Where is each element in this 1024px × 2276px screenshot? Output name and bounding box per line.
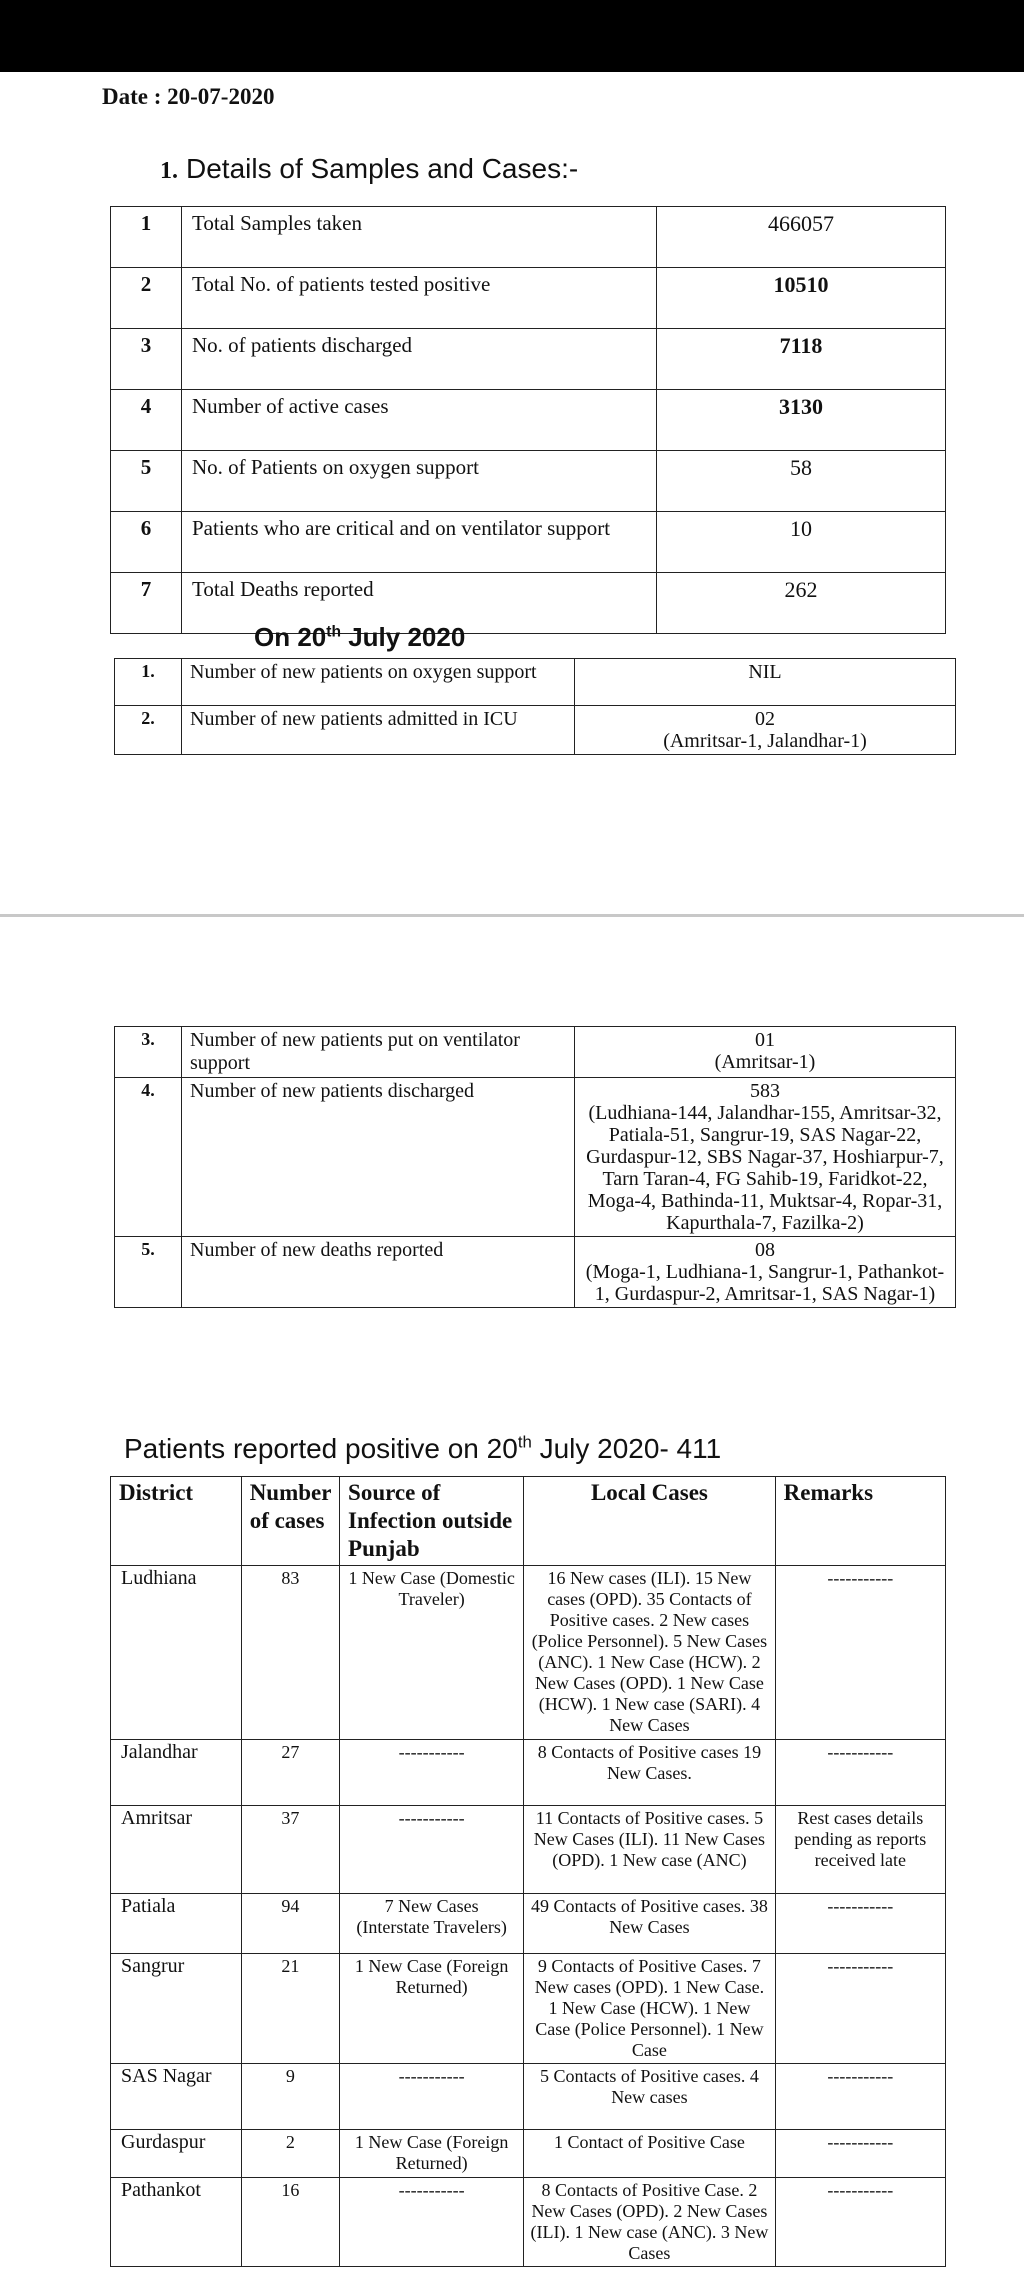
- top-black-bar: [0, 0, 1024, 72]
- report-date: Date : 20-07-2020: [102, 84, 275, 109]
- remarks: -----------: [775, 2064, 945, 2130]
- row-value-cell: [575, 659, 956, 706]
- new-patients-table-page1: [114, 658, 956, 755]
- row-number: 3: [111, 329, 182, 390]
- column-header: District: [111, 1477, 242, 1566]
- column-header: Source of Infection outside Punjab: [340, 1477, 524, 1566]
- case-count: 16: [241, 2178, 339, 2267]
- new-patients-row: [115, 1027, 956, 1078]
- district-row: [111, 1806, 946, 1894]
- summary-row: [111, 573, 946, 634]
- row-value: 583: [750, 1080, 780, 1102]
- local-cases: 8 Contacts of Positive Case. 2 New Cases (OPD). 2 New Cases (ILI). 1 New case (ANC). 3 New Cases: [524, 2178, 775, 2267]
- row-label: Total No. of patients tested positive: [182, 268, 657, 329]
- row-value: 466057: [657, 207, 946, 268]
- row-value: 3130: [657, 390, 946, 451]
- new-patients-row: [115, 706, 956, 755]
- local-cases: 8 Contacts of Positive cases 19 New Cases.: [524, 1740, 775, 1806]
- on-date-sup: th: [326, 623, 341, 641]
- row-number: 6: [111, 512, 182, 573]
- positive-title: [124, 1433, 721, 1465]
- district-row: [111, 1740, 946, 1806]
- remarks: -----------: [775, 2130, 945, 2178]
- infection-source: -----------: [340, 2178, 524, 2267]
- row-value-cell: [575, 1078, 956, 1237]
- summary-row: [111, 512, 946, 573]
- infection-source: -----------: [340, 1740, 524, 1806]
- summary-row: [111, 390, 946, 451]
- row-label: Number of new patients put on ventilator support: [182, 1027, 575, 1078]
- infection-source: -----------: [340, 2064, 524, 2130]
- remarks: -----------: [775, 1740, 945, 1806]
- district-table: [110, 1476, 946, 2267]
- local-cases: 9 Contacts of Positive Cases. 7 New cases (OPD). 1 New Case. 1 New Case (HCW). 1 New Case (Police Personnel). 1 New Case: [524, 1954, 775, 2064]
- district-row: [111, 1954, 946, 2064]
- case-count: 94: [241, 1894, 339, 1954]
- infection-source: 7 New Cases (Interstate Travelers): [340, 1894, 524, 1954]
- row-detail: (Amritsar-1): [714, 1051, 816, 1073]
- summary-row: [111, 451, 946, 512]
- row-label: Number of active cases: [182, 390, 657, 451]
- row-value: 58: [657, 451, 946, 512]
- row-label: Number of new patients discharged: [182, 1078, 575, 1237]
- summary-row: [111, 268, 946, 329]
- on-date-prefix: On 20: [254, 622, 327, 652]
- on-date-suffix: July 2020: [340, 622, 466, 652]
- summary-row: [111, 329, 946, 390]
- positive-title-sup: th: [517, 1432, 532, 1452]
- row-value-cell: [575, 706, 956, 755]
- district-name: Pathankot: [111, 2178, 242, 2267]
- remarks: -----------: [775, 2178, 945, 2267]
- new-patients-row: [115, 1237, 956, 1308]
- section-title-text: Details of Samples and Cases:-: [186, 153, 579, 184]
- district-name: Sangrur: [111, 1954, 242, 2064]
- district-row: [111, 1894, 946, 1954]
- row-number: 7: [111, 573, 182, 634]
- row-label: Number of new patients on oxygen support: [182, 659, 575, 706]
- section-number: 1.: [160, 158, 178, 184]
- district-row: [111, 1566, 946, 1740]
- remarks: -----------: [775, 1566, 945, 1740]
- case-count: 37: [241, 1806, 339, 1894]
- district-row: [111, 2130, 946, 2178]
- column-header: Number of cases: [241, 1477, 339, 1566]
- row-number: 2: [111, 268, 182, 329]
- district-name: Ludhiana: [111, 1566, 242, 1740]
- case-count: 27: [241, 1740, 339, 1806]
- row-value: 10510: [657, 268, 946, 329]
- district-name: Patiala: [111, 1894, 242, 1954]
- row-detail: (Amritsar-1, Jalandhar-1): [663, 730, 867, 752]
- case-count: 9: [241, 2064, 339, 2130]
- row-number: 2.: [115, 706, 182, 755]
- section-title: [160, 153, 578, 185]
- local-cases: 11 Contacts of Positive cases. 5 New Cases (ILI). 11 New Cases (OPD). 1 New case (ANC): [524, 1806, 775, 1894]
- row-value: 01: [755, 1029, 775, 1051]
- row-value: 08: [755, 1239, 775, 1261]
- district-row: [111, 2064, 946, 2130]
- district-name: Jalandhar: [111, 1740, 242, 1806]
- row-value-cell: [575, 1027, 956, 1078]
- positive-title-prefix: Patients reported positive on 20: [124, 1433, 518, 1464]
- district-name: Gurdaspur: [111, 2130, 242, 2178]
- infection-source: 1 New Case (Domestic Traveler): [340, 1566, 524, 1740]
- page-divider: [0, 914, 1024, 917]
- remarks: -----------: [775, 1954, 945, 2064]
- district-name: Amritsar: [111, 1806, 242, 1894]
- local-cases: 1 Contact of Positive Case: [524, 2130, 775, 2178]
- row-label: Patients who are critical and on ventilator support: [182, 512, 657, 573]
- row-number: 5.: [115, 1237, 182, 1308]
- row-label: Total Samples taken: [182, 207, 657, 268]
- row-value: NIL: [748, 661, 782, 683]
- remarks: Rest cases details pending as reports received late: [775, 1806, 945, 1894]
- row-value: 02: [755, 708, 775, 730]
- row-value: 262: [657, 573, 946, 634]
- infection-source: 1 New Case (Foreign Returned): [340, 2130, 524, 2178]
- case-count: 21: [241, 1954, 339, 2064]
- row-detail: (Ludhiana-144, Jalandhar-155, Amritsar-32, Patiala-51, Sangrur-19, SAS Nagar-22, Gurdaspur-12, SBS Nagar-37, Hoshiarpur-7, Tarn Taran-4, FG Sahib-19, Faridkot-22, Moga-4, Bathinda-11, Muktsar-4, Ropar-31, Kapurthala-7, Fazilka-2): [586, 1102, 944, 1234]
- row-number: 5: [111, 451, 182, 512]
- local-cases: 5 Contacts of Positive cases. 4 New cases: [524, 2064, 775, 2130]
- row-label: Number of new deaths reported: [182, 1237, 575, 1308]
- remarks: -----------: [775, 1894, 945, 1954]
- new-patients-row: [115, 1078, 956, 1237]
- district-row: [111, 2178, 946, 2267]
- column-header: Remarks: [775, 1477, 945, 1566]
- district-name: SAS Nagar: [111, 2064, 242, 2130]
- row-value: 10: [657, 512, 946, 573]
- local-cases: 16 New cases (ILI). 15 New cases (OPD). 35 Contacts of Positive cases. 2 New cases (Police Personnel). 5 New Cases (ANC). 1 New Case (HCW). 2 New Cases (OPD). 1 New Case (HCW). 1 New case (SARI). 4 New Cases: [524, 1566, 775, 1740]
- row-value: 7118: [657, 329, 946, 390]
- row-label: Number of new patients admitted in ICU: [182, 706, 575, 755]
- row-label: Total Deaths reported: [182, 573, 657, 634]
- row-label: No. of Patients on oxygen support: [182, 451, 657, 512]
- new-patients-row: [115, 659, 956, 706]
- on-date-title: [254, 622, 465, 653]
- summary-table: [110, 206, 946, 634]
- column-header: Local Cases: [524, 1477, 775, 1566]
- local-cases: 49 Contacts of Positive cases. 38 New Cases: [524, 1894, 775, 1954]
- infection-source: 1 New Case (Foreign Returned): [340, 1954, 524, 2064]
- case-count: 2: [241, 2130, 339, 2178]
- row-number: 4.: [115, 1078, 182, 1237]
- case-count: 83: [241, 1566, 339, 1740]
- row-value-cell: [575, 1237, 956, 1308]
- infection-source: -----------: [340, 1806, 524, 1894]
- row-number: 3.: [115, 1027, 182, 1078]
- positive-title-suffix: July 2020- 411: [531, 1433, 722, 1464]
- row-number: 1.: [115, 659, 182, 706]
- summary-row: [111, 207, 946, 268]
- row-number: 4: [111, 390, 182, 451]
- row-label: No. of patients discharged: [182, 329, 657, 390]
- row-number: 1: [111, 207, 182, 268]
- new-patients-table-page2: [114, 1026, 956, 1308]
- row-detail: (Moga-1, Ludhiana-1, Sangrur-1, Pathankot-1, Gurdaspur-2, Amritsar-1, SAS Nagar-1): [585, 1261, 945, 1305]
